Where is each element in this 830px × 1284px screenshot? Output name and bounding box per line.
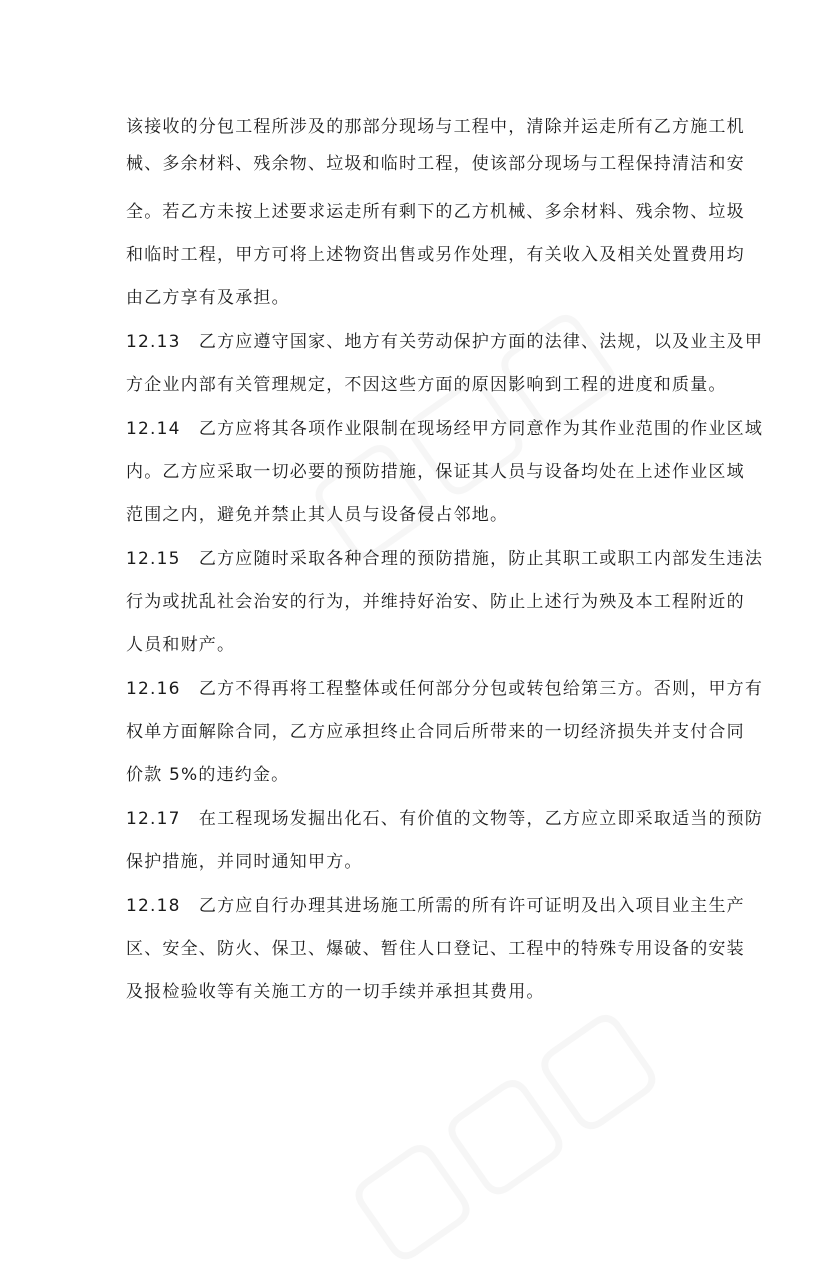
text-line: 价款 5%的违约金。	[126, 765, 290, 785]
text-line: 该接收的分包工程所涉及的那部分现场与工程中，清除并运走所有乙方施工机	[126, 117, 745, 137]
text-line: 械、多余材料、残余物、垃圾和临时工程，使该部分现场与工程保持清洁和安	[126, 154, 745, 174]
watermark	[321, 975, 679, 1284]
text-line: 和临时工程，甲方可将上述物资出售或另作处理，有关收入及相关处置费用均	[126, 245, 745, 265]
clause-12-17: 12.17 在工程现场发掘出化石、有价值的文物等，乙方应立即采取适当的预防	[126, 809, 764, 829]
text-line: 保护措施，并同时通知甲方。	[126, 852, 363, 872]
text-line: 行为或扰乱社会治安的行为，并维持好治安、防止上述行为殃及本工程附近的	[126, 592, 745, 612]
clause-12-13: 12.13 乙方应遵守国家、地方有关劳动保护方面的法律、法规，以及业主及甲	[126, 332, 764, 352]
text-line: 及报检验收等有关施工方的一切手续并承担其费用。	[126, 982, 545, 1002]
clause-12-15: 12.15 乙方应随时采取各种合理的预防措施，防止其职工或职工内部发生违法	[126, 549, 764, 569]
clause-12-18: 12.18 乙方应自行办理其进场施工所需的所有许可证明及出入项目业主生产	[126, 896, 745, 916]
text-line: 由乙方享有及承担。	[126, 288, 290, 308]
text-line: 方企业内部有关管理规定，不因这些方面的原因影响到工程的进度和质量。	[126, 375, 727, 395]
text-line: 区、安全、防火、保卫、爆破、暂住人口登记、工程中的特殊专用设备的安装	[126, 939, 745, 959]
text-line: 内。乙方应采取一切必要的预防措施，保证其人员与设备均处在上述作业区域	[126, 462, 745, 482]
clause-12-14: 12.14 乙方应将其各项作业限制在现场经甲方同意作为其作业范围的作业区域	[126, 419, 764, 439]
text-line: 权单方面解除合同，乙方应承担终止合同后所带来的一切经济损失并支付合同	[126, 722, 745, 742]
text-line: 全。若乙方未按上述要求运走所有剩下的乙方机械、多余材料、残余物、垃圾	[126, 202, 745, 222]
text-line: 人员和财产。	[126, 635, 236, 655]
text-line: 范围之内，避免并禁止其人员与设备侵占邻地。	[126, 505, 509, 525]
clause-12-16: 12.16 乙方不得再将工程整体或任何部分分包或转包给第三方。否则，甲方有	[126, 679, 764, 699]
